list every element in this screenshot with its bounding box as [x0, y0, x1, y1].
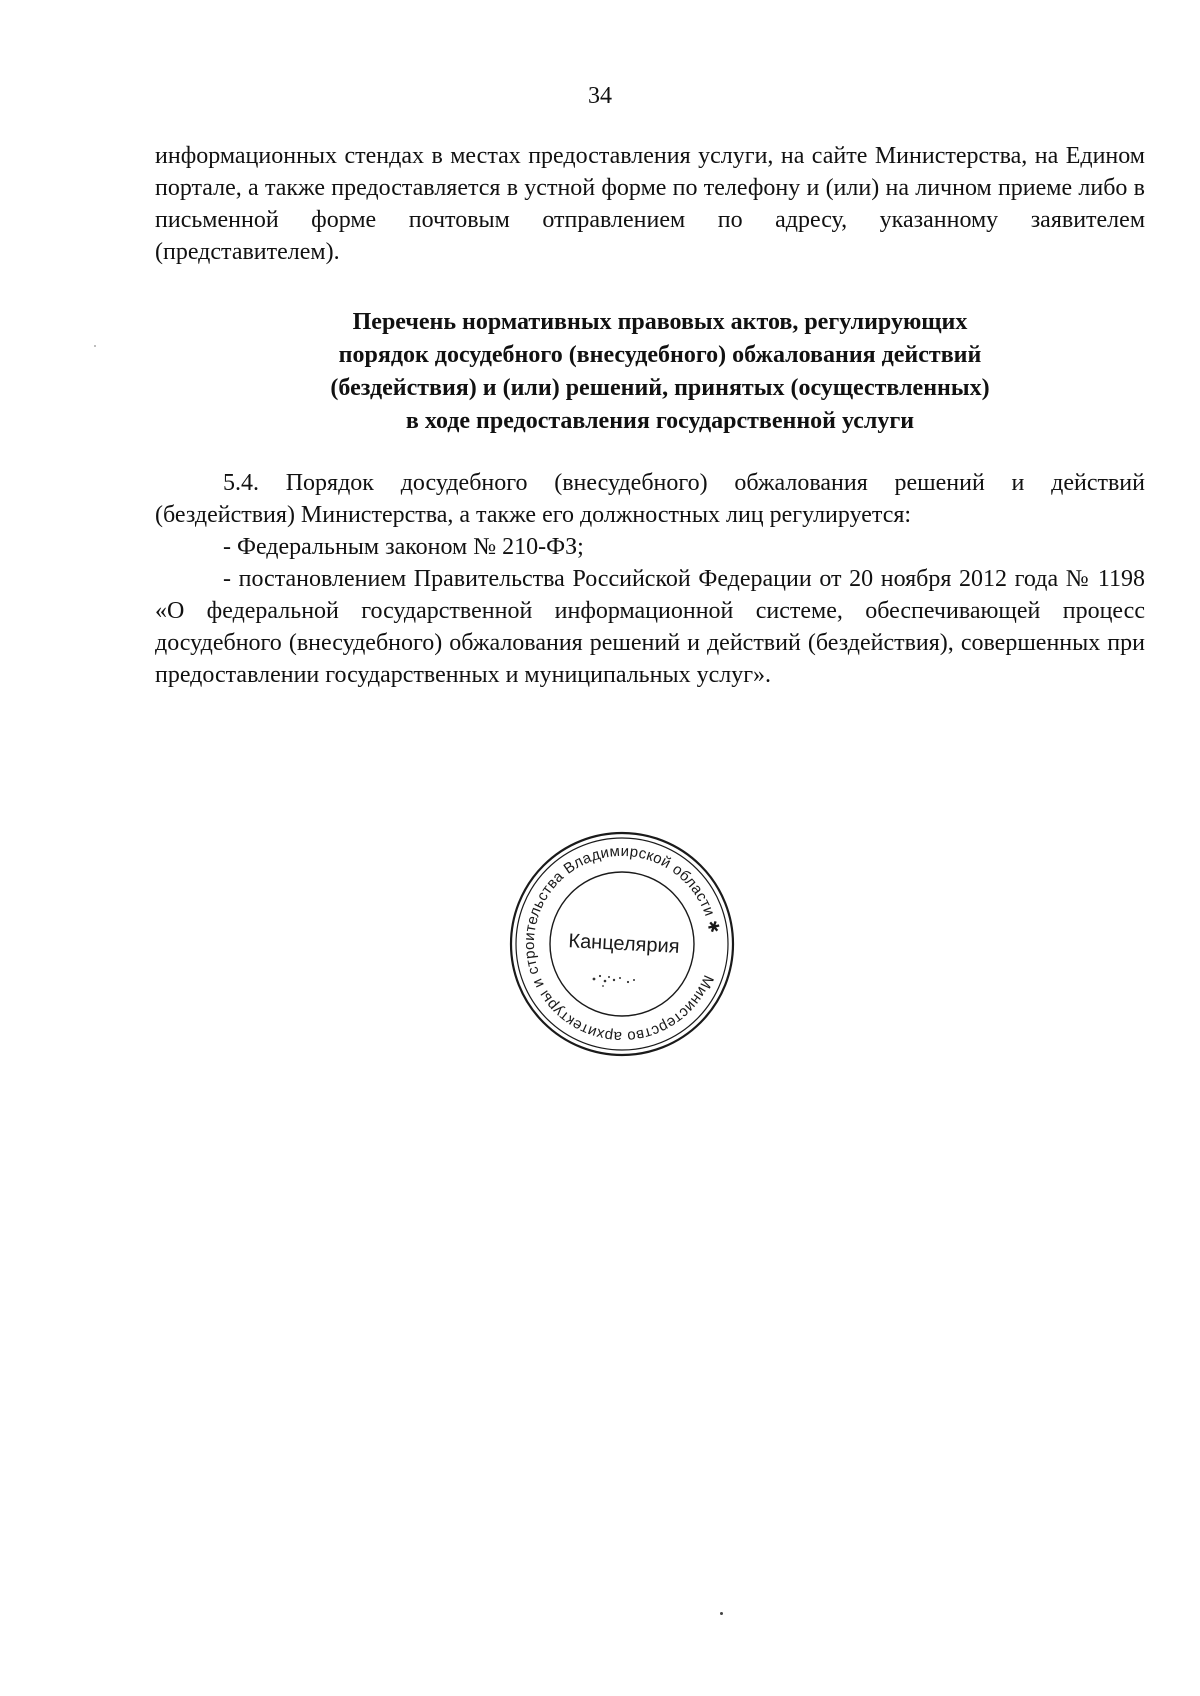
intro-paragraph-block: [155, 140, 1145, 268]
heading-line-1: Перечень нормативных правовых актов, регулирующих: [352, 309, 968, 335]
page-number: 34: [588, 83, 612, 109]
section-body: [155, 467, 1145, 691]
scan-speck: [720, 1612, 723, 1615]
office-stamp: [508, 830, 736, 1058]
intro-paragraph: информационных стендах в местах предоставления услуги, на сайте Министерства, на Едином портале, а также предоставляется в устной форме по телефону и (или) на личном приеме либо в письменной форме почтовым отправлением по адресу, указанному заявителем (представителем).: [155, 143, 1145, 265]
heading-line-3: (бездействия) и (или) решений, принятых (осуществленных): [330, 375, 990, 401]
heading-line-2: порядок досудебного (внесудебного) обжалования действий: [338, 342, 982, 368]
heading-line-4: в ходе предоставления государственной услуги: [405, 408, 915, 434]
stamp-ring-text: Министерство архитектуры и строительства Владимирской области ✱: [520, 842, 723, 1046]
list-item-government-decree: - постановлением Правительства Российской Федерации от 20 ноября 2012 года № 1198 «О федеральной государственной информационной системе, обеспечивающей процесс досудебного (внесудебного) обжалования решений и действий (бездействия), совершенных при предоставлении государственных и муниципальных услуг».: [155, 566, 1145, 688]
section-heading: [230, 306, 1090, 438]
stamp-center-text: Канцелярия: [567, 930, 681, 958]
list-item-federal-law: - Федеральным законом № 210-ФЗ;: [223, 534, 584, 560]
paragraph-5-4: 5.4. Порядок досудебного (внесудебного) обжалования решений и действий (бездействия) Министерства, а также его должностных лиц регулируется:: [155, 470, 1145, 528]
scan-speck: [94, 345, 96, 347]
